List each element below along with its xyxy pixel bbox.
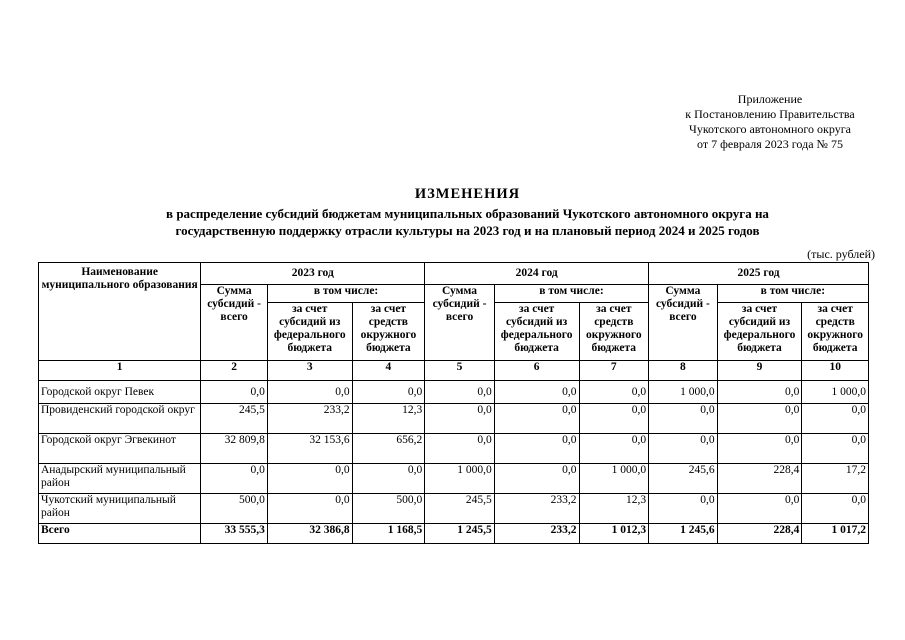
header-federal-2023: за счет субсидий из федерального бюджета bbox=[267, 303, 352, 361]
cell-value: 500,0 bbox=[201, 494, 268, 524]
table-row bbox=[39, 494, 869, 524]
cell-value: 1 000,0 bbox=[579, 464, 649, 494]
col-number: 8 bbox=[649, 361, 718, 381]
cell-value: 0,0 bbox=[494, 381, 579, 404]
appendix-block bbox=[640, 92, 900, 152]
total-value: 1 012,3 bbox=[579, 524, 649, 544]
cell-value: 500,0 bbox=[352, 494, 425, 524]
cell-value: 245,5 bbox=[201, 404, 268, 434]
cell-value: 0,0 bbox=[267, 494, 352, 524]
appendix-line-3: Чукотского автономного округа bbox=[689, 122, 851, 136]
row-name: Чукотский муниципальный район bbox=[39, 494, 201, 524]
table-row bbox=[39, 381, 869, 404]
row-name: Провиденский городской округ bbox=[39, 404, 201, 434]
cell-value: 0,0 bbox=[201, 464, 268, 494]
cell-value: 0,0 bbox=[649, 434, 718, 464]
cell-value: 0,0 bbox=[579, 404, 649, 434]
cell-value: 0,0 bbox=[494, 404, 579, 434]
cell-value: 1 000,0 bbox=[649, 381, 718, 404]
row-name: Городской округ Эгвекинот bbox=[39, 434, 201, 464]
cell-value: 0,0 bbox=[649, 404, 718, 434]
cell-value: 0,0 bbox=[425, 434, 495, 464]
row-name: Городской округ Певек bbox=[39, 381, 201, 404]
cell-value: 656,2 bbox=[352, 434, 425, 464]
cell-value: 17,2 bbox=[802, 464, 869, 494]
cell-value: 0,0 bbox=[717, 494, 802, 524]
cell-value: 1 000,0 bbox=[425, 464, 495, 494]
col-number: 5 bbox=[425, 361, 495, 381]
header-district-2023: за счет средств окружного бюджета bbox=[352, 303, 425, 361]
cell-value: 0,0 bbox=[802, 494, 869, 524]
table-row bbox=[39, 404, 869, 434]
cell-value: 0,0 bbox=[425, 381, 495, 404]
cell-value: 32 809,8 bbox=[201, 434, 268, 464]
header-incl-2023: в том числе: bbox=[267, 285, 424, 303]
cell-value: 0,0 bbox=[802, 434, 869, 464]
header-sum-2025: Сумма субсидий - всего bbox=[649, 285, 718, 361]
document-title: ИЗМЕНЕНИЯ bbox=[414, 186, 521, 202]
cell-value: 245,5 bbox=[425, 494, 495, 524]
cell-value: 0,0 bbox=[717, 404, 802, 434]
header-sum-2024: Сумма субсидий - всего bbox=[425, 285, 495, 361]
col-number: 7 bbox=[579, 361, 649, 381]
header-sum-2023: Сумма субсидий - всего bbox=[201, 285, 268, 361]
subtitle-line-2: государственную поддержку отрасли культуры на 2023 год и на плановый период 2024 и 2025 годов bbox=[175, 223, 760, 238]
col-number: 4 bbox=[352, 361, 425, 381]
cell-value: 0,0 bbox=[201, 381, 268, 404]
total-value: 228,4 bbox=[717, 524, 802, 544]
header-name: Наименование муниципального образования bbox=[39, 263, 201, 361]
cell-value: 32 153,6 bbox=[267, 434, 352, 464]
subtitle-line-1: в распределение субсидий бюджетам муниципальных образований Чукотского автономного округа на bbox=[166, 206, 769, 221]
cell-value: 0,0 bbox=[267, 464, 352, 494]
appendix-line-1: Приложение bbox=[737, 92, 803, 106]
cell-value: 0,0 bbox=[352, 464, 425, 494]
header-incl-2024: в том числе: bbox=[494, 285, 648, 303]
total-value: 1 245,5 bbox=[425, 524, 495, 544]
units-label: (тыс. рублей) bbox=[807, 247, 875, 261]
header-district-2024: за счет средств окружного бюджета bbox=[579, 303, 649, 361]
cell-value: 1 000,0 bbox=[802, 381, 869, 404]
col-number: 9 bbox=[717, 361, 802, 381]
cell-value: 228,4 bbox=[717, 464, 802, 494]
header-federal-2024: за счет субсидий из федерального бюджета bbox=[494, 303, 579, 361]
row-name: Анадырский муниципальный район bbox=[39, 464, 201, 494]
cell-value: 0,0 bbox=[717, 381, 802, 404]
col-number: 6 bbox=[494, 361, 579, 381]
cell-value: 0,0 bbox=[649, 494, 718, 524]
total-value: 1 017,2 bbox=[802, 524, 869, 544]
cell-value: 0,0 bbox=[494, 464, 579, 494]
header-year-2024: 2024 год bbox=[425, 263, 649, 285]
table-row bbox=[39, 464, 869, 494]
col-number: 3 bbox=[267, 361, 352, 381]
appendix-line-2: к Постановлению Правительства bbox=[685, 107, 855, 121]
cell-value: 12,3 bbox=[579, 494, 649, 524]
cell-value: 0,0 bbox=[494, 434, 579, 464]
total-value: 1 168,5 bbox=[352, 524, 425, 544]
header-year-2023: 2023 год bbox=[201, 263, 425, 285]
cell-value: 233,2 bbox=[267, 404, 352, 434]
col-number: 2 bbox=[201, 361, 268, 381]
header-incl-2025: в том числе: bbox=[717, 285, 868, 303]
total-label: Всего bbox=[39, 524, 201, 544]
cell-value: 0,0 bbox=[579, 434, 649, 464]
cell-value: 0,0 bbox=[717, 434, 802, 464]
header-district-2025: за счет средств окружного бюджета bbox=[802, 303, 869, 361]
cell-value: 245,6 bbox=[649, 464, 718, 494]
total-value: 233,2 bbox=[494, 524, 579, 544]
col-number: 10 bbox=[802, 361, 869, 381]
header-year-2025: 2025 год bbox=[649, 263, 869, 285]
cell-value: 0,0 bbox=[802, 404, 869, 434]
total-value: 1 245,6 bbox=[649, 524, 718, 544]
table-row bbox=[39, 434, 869, 464]
header-federal-2025: за счет субсидий из федерального бюджета bbox=[717, 303, 802, 361]
total-row bbox=[39, 524, 869, 544]
col-number: 1 bbox=[39, 361, 201, 381]
total-value: 32 386,8 bbox=[267, 524, 352, 544]
subsidy-table bbox=[38, 262, 869, 544]
cell-value: 0,0 bbox=[267, 381, 352, 404]
cell-value: 12,3 bbox=[352, 404, 425, 434]
appendix-line-4: от 7 февраля 2023 года № 75 bbox=[697, 137, 843, 151]
document-subtitle bbox=[40, 205, 895, 239]
cell-value: 0,0 bbox=[579, 381, 649, 404]
cell-value: 233,2 bbox=[494, 494, 579, 524]
total-value: 33 555,3 bbox=[201, 524, 268, 544]
cell-value: 0,0 bbox=[352, 381, 425, 404]
cell-value: 0,0 bbox=[425, 404, 495, 434]
